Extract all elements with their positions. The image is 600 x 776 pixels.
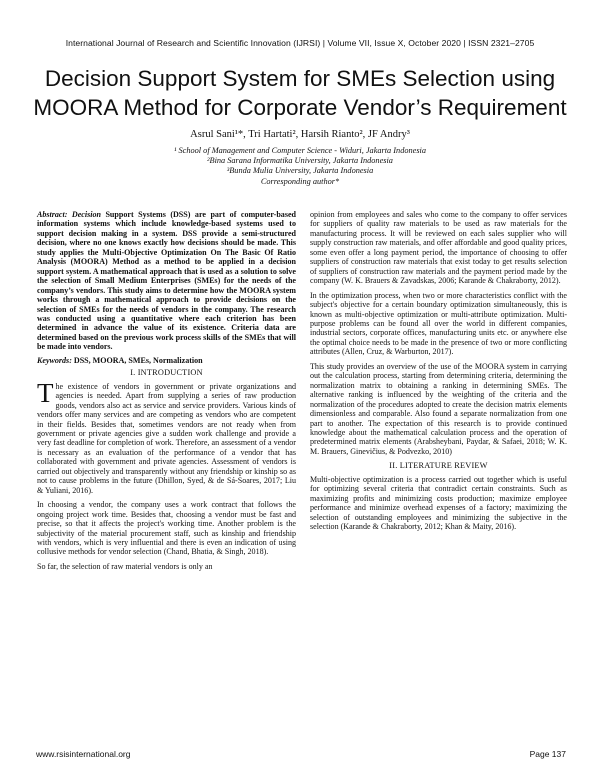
affiliation-1: ¹ School of Management and Computer Science - Widuri, Jakarta Indonesia <box>173 146 427 155</box>
paper-title <box>20 64 580 122</box>
intro-paragraph-2: In choosing a vendor, the company uses a work contract that follows the ongoing project work time. Besides that, choosing a vendor must be fast and precise, so that it affects the project's working time. Another problem is the subjectivity of the material procurement staff, such as kinship and friendship with vendors, which is very influential and there is even an indication of using collusive methods for vendor selection (Chand, Bhatia, & Singh, 2018). <box>37 500 296 557</box>
right-column <box>310 210 567 537</box>
right-paragraph-3: This study provides an overview of the use of the MOORA system in carrying out the calculation process, starting from determining criteria, determining the normalization matrix to obtaining a ranking in determining SMEs. The alternative ranking is influenced by the weighting of the criteria and the normalization of the procedures adopted to create the decision matrix elements dimensionless and comparable. Also found a separate normalization from one part to another. The expectation of this research is to provide continued knowledge about the mathematical calculation process and the operation of predetermined matrix elements (Arabsheybani, Paydar, & Safaei, 2018; W. K. M. Brauers, Ginevičius, & Podvezko, 2010) <box>310 361 567 456</box>
drop-cap: T <box>37 377 54 408</box>
corresponding-author-note: Corresponding author* <box>260 176 340 186</box>
affiliations <box>0 146 600 187</box>
intro-paragraph-1-text: he existence of vendors in government or private organizations and agencies is needed. Apart from supplying a series of raw production goods, vendors also act as service and service providers. Various kinds of vendors offer many services and are competing as vendors who are competent in their fields. Besides that, sometimes vendors are not ready when from government or private agencies give a sudden work challenge and provide a very fast deadline for completion of work. Therefore, an assessment of a vendor is necessary as an evaluation of the performance of a vendor that has collaborated with government and private agencies. Assessment of vendors is carried out objectively and transparently without any friendship or kinship so as not to cause problems in the future (Dhillon, Syed, & de Sá-Soares, 2017; Liu & Yuliani, 2016). <box>37 381 296 495</box>
title-line-2: MOORA Method for Corporate Vendor’s Requirement <box>33 95 567 120</box>
abstract <box>37 210 296 352</box>
intro-paragraph-1 <box>37 377 296 495</box>
keywords <box>37 356 296 365</box>
abstract-label: Abstract: Decision <box>37 210 101 219</box>
author-list: Asrul Sani¹*, Tri Hartati², Harsih Rianto², JF Andry³ <box>190 129 410 140</box>
abstract-text: Support Systems (DSS) are part of computer-based information systems which include knowledge-based systems used to support decision making in a system. DSS provide a semi-structured decision, where no one knows exactly how decisions should be made. This study applies the Multi-Objective Optimization On The Basic Of Ratio Analysis (MOORA) Method as a method to be applied in a decision support system. A mathematical approach that is used as a solution to solve the selection of Small Medium Enterprises (SMEs) for the needs of the company’s vendors. This study aims to determine how the MOORA system works through a mathematical approach to provide decisions on the selection of SMEs for the needs of vendors in the company. The research was conducted using a quantitative where each criterion has been determined in advance the value of its existence. Criteria data are determined based on the previous work process skills of the SMEs that will be made into vendors. <box>37 210 297 352</box>
affiliation-2: ²Bina Sarana Informatika University, Jakarta Indonesia <box>207 156 393 166</box>
right-paragraph-1: opinion from employees and sales who come to the company to offer services for suppliers of quality raw materials to be used as raw materials for the manufacturing process. It will be reviewed on each sales supplier who will supply construction raw materials, and offer affordable and good quality prices, some even offer a long payment period, the importance of choosing to offer suppliers of construction raw materials that exist today to get results selection of suppliers of construction raw materials and the payment period made by the company (W. K. Brauers & Zavadskas, 2006; Karande & Chakraborty, 2012). <box>310 210 567 286</box>
section-heading-literature-review: II. LITERATURE REVIEW <box>389 461 488 471</box>
left-column <box>37 210 296 576</box>
literature-paragraph-1: Multi-objective optimization is a process carried out together which is useful for optimizing several criteria that contradict certain constraints. Such as maximizing profits and minimizing costs production; maximize employee performance and minimize overhead expenses of a factory; maximizing the selection of outstanding employees and minimizing the subjective in the selection (Karande & Chakraborty, 2012; Khan & Maity, 2016). <box>310 474 567 532</box>
journal-header: International Journal of Research and Scientific Innovation (IJRSI) | Volume VII, Issue X, October 2020 | ISSN 2321–2705 <box>65 38 535 48</box>
section-heading-introduction: I. INTRODUCTION <box>130 368 203 378</box>
right-paragraph-2: In the optimization process, when two or more characteristics conflict with the subject's objective for a certain boundary optimization simultaneously, this is known as multi-objective optimization or multi-attribute optimization. Multi-purpose problems can be found all over the world in different companies, industrial sectors, corporate offices, manufacturing units etc. or anywhere else the optimal choice needs to be made in the presence of two or more conflicting attributes (Allen, Cruz, & Warburton, 2017). <box>310 290 567 357</box>
keywords-text: DSS, MOORA, SMEs, Normalization <box>71 355 203 365</box>
footer-url: www.rsisinternational.org <box>36 749 131 759</box>
title-line-1: Decision Support System for SMEs Selection using <box>44 66 556 91</box>
page-number: Page 137 <box>529 749 566 759</box>
affiliation-3: ³Bunda Mulia University, Jakarta Indonesia <box>226 166 374 176</box>
keywords-label: Keywords: <box>37 355 72 365</box>
intro-paragraph-3: So far, the selection of raw material vendors is only an <box>37 561 213 571</box>
